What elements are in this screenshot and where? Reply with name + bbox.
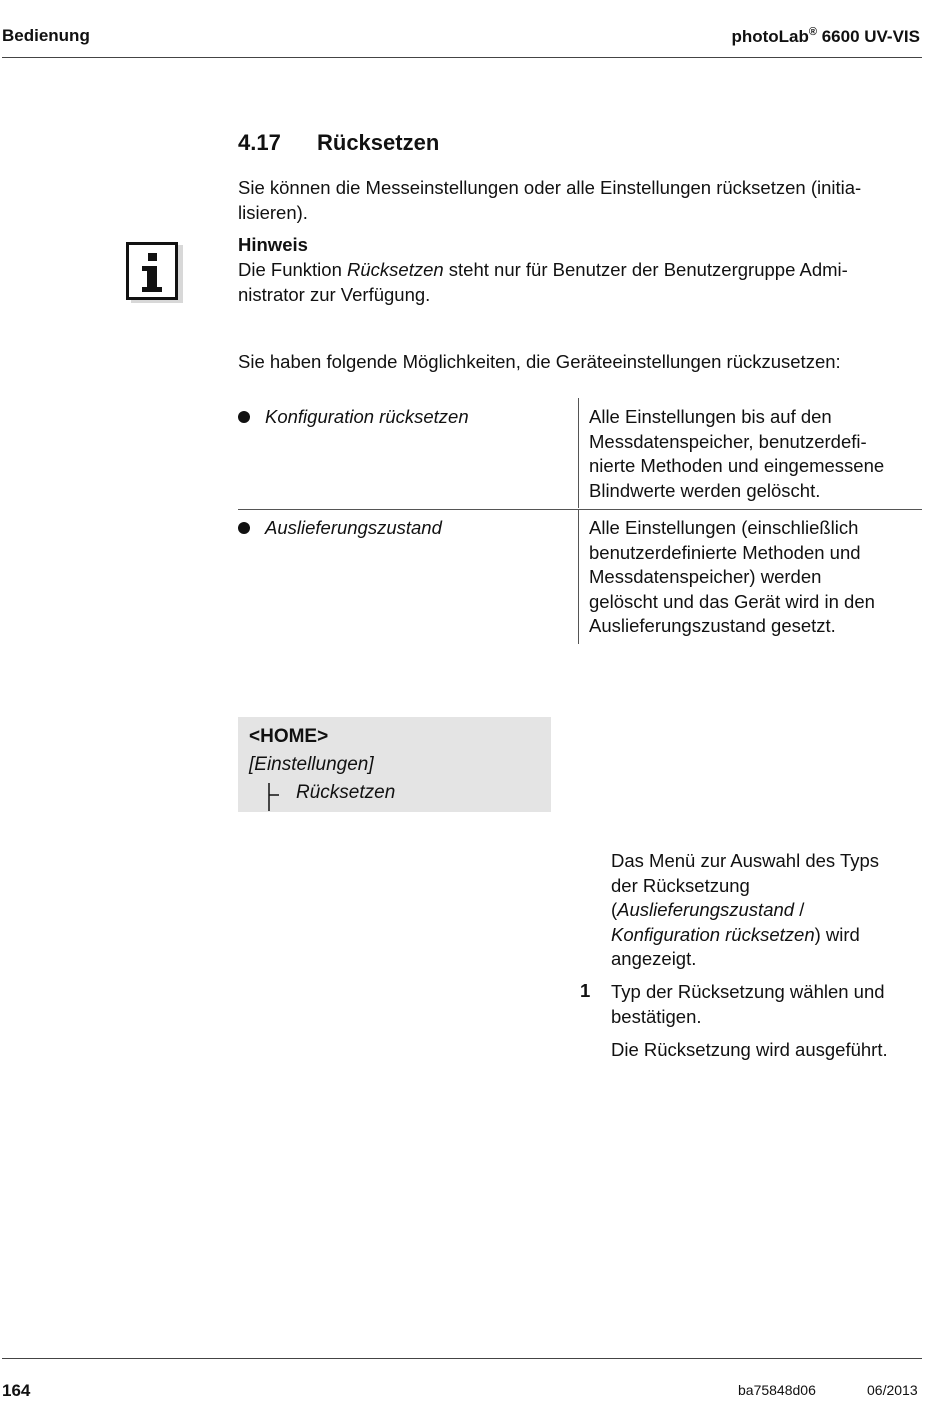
registered-mark: ®: [808, 26, 817, 38]
note-title: Hinweis: [238, 234, 308, 255]
document-date: 06/2013: [867, 1382, 918, 1398]
bullet-icon: [238, 522, 250, 534]
product-model: 6600 UV-VIS: [816, 27, 920, 46]
section-title: Rücksetzen: [317, 130, 440, 155]
header-section-label: Bedienung: [2, 26, 90, 45]
table-row-divider: [238, 509, 922, 510]
options-lead-text: Sie haben folgende Möglichkeiten, die Geräteeinstellungen rückzusetzen:: [238, 351, 841, 372]
option-desc-config-reset: Alle Einstellungen bis auf den Messdatenspeicher, benutzerdefi- nierte Methoden und eingemessene Blindwerte werden gelöscht.: [589, 406, 885, 501]
option-desc-factory-state: Alle Einstellungen (einschließlich benutzerdefinierte Methoden und Messdatenspeicher) werden gelöscht und das Gerät wird in den Auslieferungszustand gesetzt.: [589, 517, 875, 636]
footer-rule: [2, 1358, 922, 1359]
page-number: 164: [2, 1381, 31, 1400]
section-number: 4.17: [238, 130, 281, 155]
intro-paragraph: [238, 176, 928, 225]
intro-line: lisieren).: [238, 201, 308, 223]
info-glyph: [129, 245, 175, 297]
step-result: Die Rücksetzung wird ausgeführt.: [611, 1039, 888, 1060]
step-description: Das Menü zur Auswahl des Typs der Rücksetzung (Auslieferungszustand / Konfiguration rücksetzen) wird angezeigt.: [611, 850, 880, 969]
step-number: 1: [580, 980, 591, 1001]
step-instruction: Typ der Rücksetzung wählen und bestätigen.: [611, 981, 885, 1027]
function-name: Rücksetzen: [347, 259, 444, 280]
menu-path-home: <HOME>: [249, 726, 329, 747]
bullet-icon: [238, 411, 250, 423]
menu-path-settings: [Einstellungen]: [249, 754, 374, 775]
option-name-factory-state: Auslieferungszustand: [265, 517, 442, 538]
note-line: nistrator zur Verfügung.: [238, 283, 431, 305]
menu-path-reset: Rücksetzen: [296, 782, 396, 803]
tree-branch-icon: [265, 783, 279, 811]
intro-line: Sie können die Messeinstellungen oder alle Einstellungen rücksetzen (initia-: [238, 177, 862, 198]
product-name: photoLab: [731, 27, 809, 46]
note-text: [238, 258, 928, 307]
note-line: Die Funktion Rücksetzen steht nur für Benutzer der Benutzergruppe Admi-: [238, 259, 848, 280]
info-icon: [126, 242, 178, 300]
table-divider: [578, 398, 579, 508]
option-name-config-reset: Konfiguration rücksetzen: [265, 406, 469, 427]
document-id: ba75848d06: [738, 1382, 816, 1398]
header-product-title: [731, 26, 920, 47]
header-rule: [2, 57, 922, 58]
table-divider: [578, 510, 579, 644]
